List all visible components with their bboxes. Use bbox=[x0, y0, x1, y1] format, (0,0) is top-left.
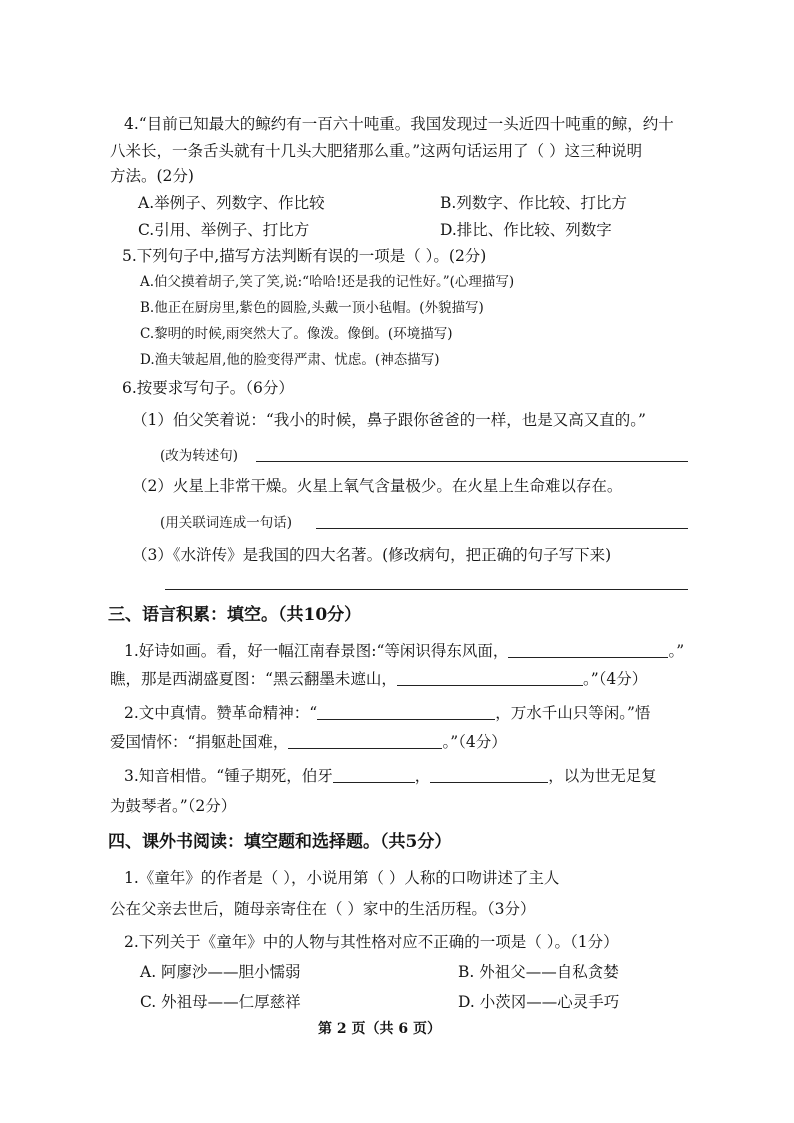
q4-option-a: A.举例子、列数字、作比较 bbox=[138, 194, 325, 212]
q6-answer-line-3[interactable] bbox=[165, 573, 688, 590]
q6-hint-2: (用关联词连成一句话) bbox=[160, 515, 293, 531]
sec3-q2-line1: 2.文中真情。赞革命精神：“ ，万水千山只等闲。”悟 bbox=[124, 704, 651, 722]
sec4-q2-stem: 2.下列关于《童年》中的人物与其性格对应不正确的一项是（ ）。（1分） bbox=[124, 933, 619, 951]
q6-hint-1: (改为转述句) bbox=[160, 448, 239, 464]
sec4-q2-option-a: A. 阿廖沙——胆小懦弱 bbox=[140, 963, 301, 981]
q5-option-a: A.伯父摸着胡子,笑了笑,说:“哈哈!还是我的记性好。”(心理描写) bbox=[140, 274, 515, 290]
sec3-q2-blank-2[interactable] bbox=[288, 732, 442, 749]
sec3-q3-blank-2[interactable] bbox=[430, 766, 548, 783]
q4-option-d: D.排比、作比较、列数字 bbox=[440, 221, 612, 239]
sec4-q2-option-b: B. 外祖父——自私贪婪 bbox=[458, 963, 619, 981]
sec4-q1-line1: 1.《童年》的作者是（ ），小说用第（ ）人称的口吻讲述了主人 bbox=[124, 869, 560, 887]
q5-option-b: B.他正在厨房里,紫色的圆脸,头戴一顶小毡帽。(外貌描写) bbox=[140, 300, 484, 316]
q6-answer-line-2[interactable] bbox=[316, 512, 688, 529]
q4-line3: 方法。(2分) bbox=[110, 167, 194, 185]
q4-option-b: B.列数字、作比较、打比方 bbox=[440, 194, 627, 212]
q6-stem: 6.按要求写句子。（6分） bbox=[122, 379, 294, 397]
q4-option-c: C.引用、举例子、打比方 bbox=[138, 221, 310, 239]
q5-option-c: C.黎明的时候,雨突然大了。像泼。像倒。(环境描写) bbox=[140, 326, 453, 342]
q4-line1: 4.“目前已知最大的鲸约有一百六十吨重。我国发现过一头近四十吨重的鲸，约十 bbox=[124, 115, 674, 133]
sec3-q1-line2: 瞧，那是西湖盛夏图：“黑云翻墨未遮山， 。”（4分） bbox=[110, 670, 648, 688]
section-3-title: 三、语言积累：填空。（共10分） bbox=[108, 605, 362, 625]
q5-stem: 5.下列句子中,描写方法判断有误的一项是（ ）。(2分) bbox=[122, 247, 487, 265]
sec3-q3-blank-1[interactable] bbox=[333, 766, 415, 783]
sec4-q2-option-d: D. 小茨冈——心灵手巧 bbox=[458, 993, 620, 1011]
sec3-q3-line1: 3.知音相惜。“锺子期死，伯牙 ， ，以为世无足复 bbox=[124, 767, 657, 785]
q4-line2: 八米长，一条舌头就有十几头大肥猪那么重。”这两句话运用了（ ）这三种说明 bbox=[110, 142, 643, 160]
page-footer: 第 2 页（共 6 页） bbox=[318, 1021, 441, 1037]
q6-answer-line-1[interactable] bbox=[256, 445, 688, 462]
sec3-q1-line1: 1.好诗如画。看，好一幅江南春景图:“等闲识得东风面， 。” bbox=[124, 642, 685, 660]
sec3-q1-blank-1[interactable] bbox=[508, 641, 668, 658]
sec3-q3-line2: 为鼓琴者。”（2分） bbox=[110, 797, 237, 815]
q6-sentence-1: （1）伯父笑着说：“我小的时候，鼻子跟你爸爸的一样，也是又高又直的。” bbox=[132, 411, 646, 429]
section-4-title: 四、课外书阅读：填空题和选择题。（共5分） bbox=[108, 832, 452, 852]
sec4-q1-line2: 公在父亲去世后，随母亲寄住在（ ）家中的生活历程。（3分） bbox=[110, 900, 536, 918]
sec3-q2-blank-1[interactable] bbox=[317, 703, 495, 720]
sec3-q2-line2: 爱国情怀：“捐躯赴国难， 。”（4分） bbox=[110, 733, 507, 751]
sec4-q2-option-c: C. 外祖母——仁厚慈祥 bbox=[140, 993, 301, 1011]
q5-option-d: D.渔夫皱起眉,他的脸变得严肃、忧虑。(神态描写) bbox=[140, 352, 440, 368]
q6-sentence-3: （3）《水浒传》是我国的四大名著。(修改病句，把正确的句子写下来) bbox=[132, 546, 612, 564]
sec3-q1-blank-2[interactable] bbox=[397, 669, 583, 686]
q6-sentence-2: （2）火星上非常干燥。火星上氧气含量极少。在火星上生命难以存在。 bbox=[132, 477, 623, 495]
